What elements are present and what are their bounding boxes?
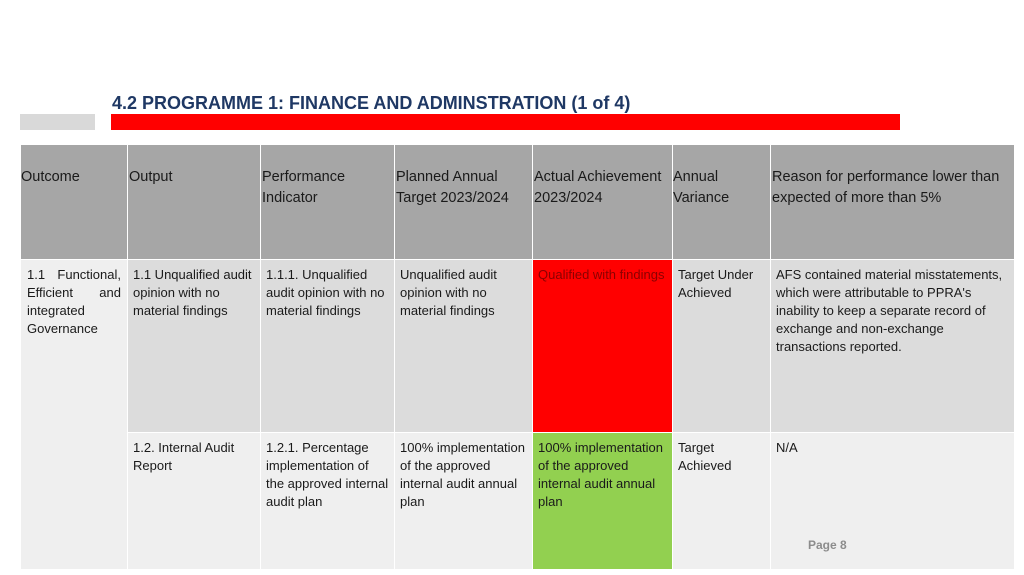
header-performance-indicator: Performance Indicator (261, 145, 395, 260)
cell-indicator: 1.2.1. Percentage implementation of the approved internal audit plan (261, 433, 395, 570)
header-planned-target: Planned Annual Target 2023/2024 (395, 145, 533, 260)
page-number: Page 8 (808, 538, 847, 552)
cell-reason: N/A (771, 433, 1015, 570)
cell-actual-achieved: 100% implementation of the approved internal audit annual plan (533, 433, 673, 570)
cell-output: 1.2. Internal Audit Report (128, 433, 261, 570)
table-row (21, 260, 1015, 433)
cell-indicator: 1.1.1. Unqualified audit opinion with no material findings (261, 260, 395, 433)
cell-variance: Target Achieved (673, 433, 771, 570)
header-outcome: Outcome (21, 145, 128, 260)
cell-reason: AFS contained material misstatements, which were attributable to PPRA's inability to keep a separate record of exchange and non-exchange transactions reported. (771, 260, 1015, 433)
cell-planned: Unqualified audit opinion with no material findings (395, 260, 533, 433)
cell-output: 1.1 Unqualified audit opinion with no material findings (128, 260, 261, 433)
table-row (21, 433, 1015, 570)
cell-planned: 100% implementation of the approved internal audit annual plan (395, 433, 533, 570)
performance-table (20, 144, 1015, 570)
title-underline-red (111, 114, 900, 130)
header-reason: Reason for performance lower than expected of more than 5% (771, 145, 1015, 260)
header-actual-achievement: Actual Achievement 2023/2024 (533, 145, 673, 260)
header-output: Output (128, 145, 261, 260)
cell-outcome: 1.1 Functional, Efficient and integrated Governance (21, 260, 128, 570)
table-header-row (21, 145, 1015, 260)
cell-variance: Target Under Achieved (673, 260, 771, 433)
header-annual-variance: Annual Variance (673, 145, 771, 260)
title-accent-gray (20, 114, 95, 130)
slide-title: 4.2 PROGRAMME 1: FINANCE AND ADMINSTRATION (1 of 4) (112, 93, 631, 113)
cell-actual-not-achieved: Qualified with findings (533, 260, 673, 433)
